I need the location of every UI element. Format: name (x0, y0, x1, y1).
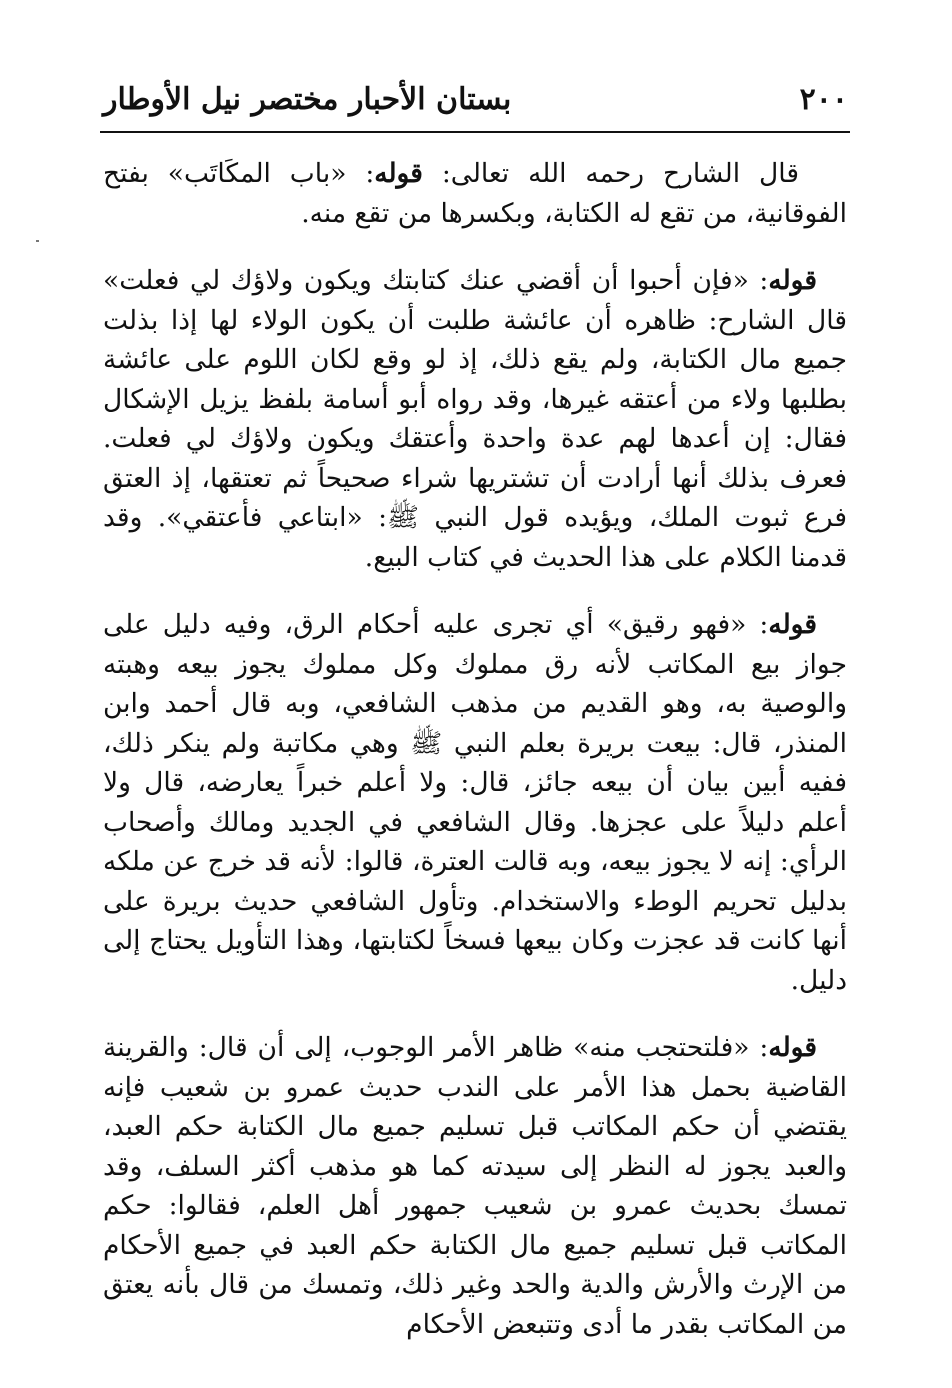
page-header (103, 78, 848, 128)
page-body (103, 154, 847, 1372)
paragraph-4-text: : «فلتحتجب منه» ظاهر الأمر الوجوب، إلى أن قال: والقرينة القاضية بحمل هذا الأمر على الندب حديث عمرو بن شعيب فإنه يقتضي أن حكم المكاتب قبل تسليم جميع مال الكتابة حكم العبد، والعبد يجوز له النظر إلى سيدته كما هو مذهب أكثر السلف، وقد تمسك بحديث عمرو بن شعيب جمهور أهل العلم، فقالوا: حكم المكاتب قبل تسليم جميع مال الكتابة حكم العبد في جميع الأحكام من الإرث والأرش والدية والحد وغير ذلك، وتمسك من قال بأنه يعتق من المكاتب بقدر ما أدى وتتبعض الأحكام (103, 1032, 847, 1340)
paragraph-2-keyword: قوله (768, 265, 817, 296)
paragraph-2 (103, 261, 847, 577)
paragraph-1-lead: قال الشارح رحمه الله تعالى: (422, 158, 799, 189)
paragraph-1 (103, 154, 847, 233)
paragraph-1-keyword: قوله (374, 158, 423, 189)
paragraph-3 (103, 605, 847, 1000)
scan-speck (36, 240, 39, 242)
paragraph-3-keyword: قوله (768, 609, 817, 640)
paragraph-2-text: : «فإن أحبوا أن أقضي عنك كتابتك ويكون ولاؤك لي فعلت» قال الشارح: ظاهره أن عائشة طلبت أن يكون الولاء لها إذا بذلت جميع مال الكتابة، ولم يقع ذلك، إذ لو وقع لكان اللوم على عائشة بطلبها ولاء من أعتقه غيرها، وقد رواه أبو أسامة بلفظ يزيل الإشكال فقال: إن أعدها لهم عدة واحدة وأعتقك ويكون ولاؤك لي فعلت. فعرف بذلك أنها أرادت أن تشتريها شراء صحيحاً ثم تعتقها، إذ العتق فرع ثبوت الملك، ويؤيده قول النبي ﷺ: «ابتاعي فأعتقي». وقد قدمنا الكلام على هذا الحديث في كتاب البيع. (103, 265, 847, 573)
paragraph-4 (103, 1028, 847, 1344)
running-title: بستان الأحبار مختصر نيل الأوطار (103, 82, 512, 117)
page-number: ٢٠٠ (799, 82, 848, 117)
paragraph-1-text: : «باب المكَاتَب» بفتح الفوقانية، من تقع له الكتابة، وبكسرها من تقع منه. (103, 158, 847, 229)
paragraph-4-keyword: قوله (768, 1032, 817, 1063)
paragraph-3-text: : «فهو رقيق» أي تجرى عليه أحكام الرق، وفيه دليل على جواز بيع المكاتب لأنه رق مملوك وكل مملوك يجوز بيعه وهبته والوصية به، وهو القديم من مذهب الشافعي، وبه قال أحمد وابن المنذر، قال: بيعت بريرة بعلم النبي ﷺ وهي مكاتبة ولم ينكر ذلك، ففيه أبين بيان أن بيعه جائز، قال: ولا أعلم خبراً يعارضه، قال ولا أعلم دليلاً على عجزها. وقال الشافعي في الجديد ومالك وأصحاب الرأي: إنه لا يجوز بيعه، وبه قالت العترة، قالوا: لأنه قد خرج عن ملكه بدليل تحريم الوطء والاستخدام. وتأول الشافعي حديث بريرة على أنها كانت قد عجزت وكان بيعها فسخاً لكتابتها، وهذا التأويل يحتاج إلى دليل. (103, 609, 847, 996)
header-divider (100, 131, 850, 133)
